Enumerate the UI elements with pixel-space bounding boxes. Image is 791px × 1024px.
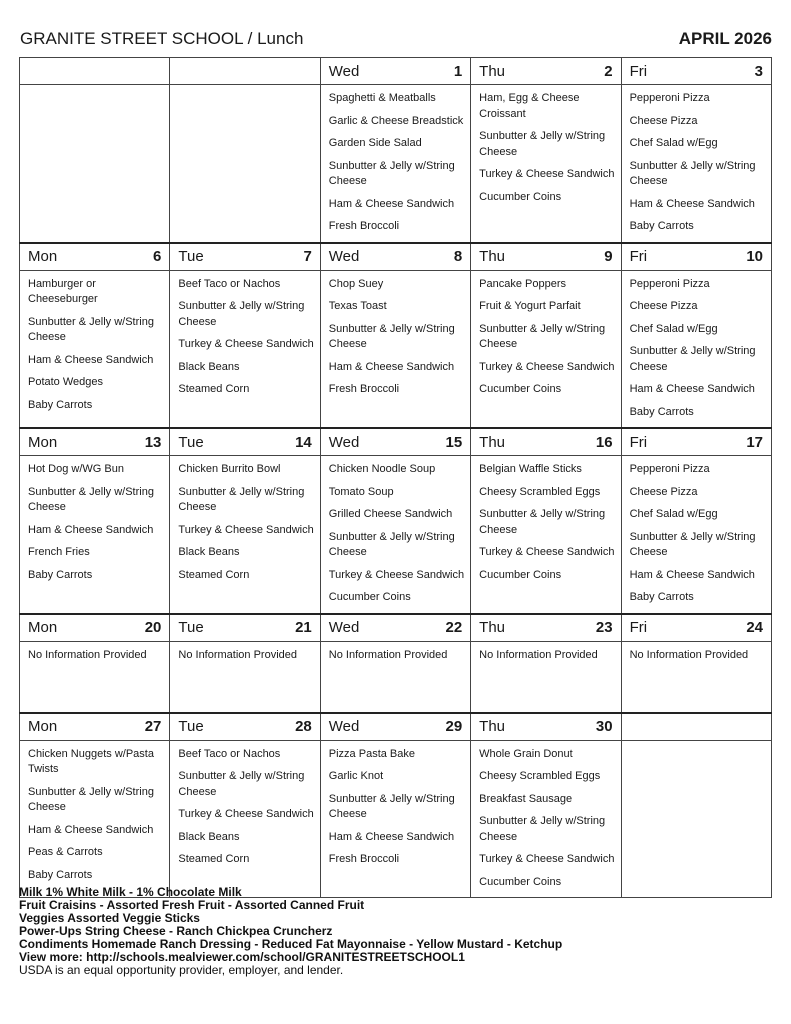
menu-item: Belgian Waffle Sticks	[479, 463, 582, 475]
menu-item: Sunbutter & Jelly w/String Cheese	[479, 130, 606, 158]
menu-items	[321, 85, 470, 235]
menu-item: Beef Taco or Nachos	[178, 277, 281, 290]
menu-item: Grilled Cheese Sandwich	[328, 508, 453, 520]
menu-item: Pizza Pasta Bake	[328, 747, 415, 760]
day-header	[321, 244, 470, 270]
day-header-cell	[20, 58, 170, 85]
menu-item: Fresh Broccoli	[328, 383, 400, 395]
day-header-cell	[471, 428, 621, 456]
day-number: 13	[144, 433, 162, 451]
menu-item: Chef Salad w/Egg	[629, 508, 718, 520]
day-header	[471, 244, 620, 270]
day-menu-cell	[621, 85, 771, 243]
day-menu-cell	[170, 740, 320, 898]
menu-item: Chicken Noodle Soup	[328, 463, 436, 475]
day-menu-cell	[20, 641, 170, 713]
day-header	[622, 615, 771, 641]
menu-item: Garden Side Salad	[328, 137, 422, 149]
day-name: Tue	[178, 433, 204, 451]
day-name: Fri	[629, 62, 648, 80]
menu-item: Ham & Cheese Sandwich	[629, 383, 755, 395]
menu-item: Sunbutter & Jelly w/String Cheese	[178, 300, 305, 328]
menu-items	[170, 642, 319, 664]
day-number: 23	[595, 619, 613, 636]
menu-item: Sunbutter & Jelly w/String Cheese	[479, 322, 606, 350]
day-name: Mon	[28, 433, 58, 451]
day-header	[170, 429, 319, 455]
day-header-cell	[320, 428, 470, 456]
menu-item: Baby Carrots	[629, 405, 694, 418]
menu-item: Beef Taco or Nachos	[178, 747, 281, 760]
day-number: 14	[295, 433, 312, 451]
day-header	[622, 429, 771, 455]
day-name: Wed	[328, 433, 360, 451]
menu-items	[321, 741, 470, 868]
menu-item: Sunbutter & Jelly w/String Cheese	[479, 815, 606, 843]
day-header-cell	[621, 428, 771, 456]
day-header-cell	[320, 243, 470, 271]
day-number: 7	[303, 248, 312, 265]
menu-item: Sunbutter & Jelly w/String Cheese	[328, 159, 455, 187]
day-menu-cell	[471, 85, 621, 243]
day-header-cell	[621, 713, 771, 741]
day-name: Fri	[629, 433, 648, 451]
week-menu-row	[20, 641, 772, 713]
day-header-cell	[170, 713, 320, 741]
footer-line: Milk 1% White Milk - 1% Chocolate Milk	[19, 885, 242, 899]
day-header	[321, 615, 470, 641]
menu-item: Ham & Cheese Sandwich	[28, 823, 154, 836]
menu-items	[321, 271, 470, 398]
day-header	[471, 615, 620, 641]
menu-items	[170, 271, 319, 398]
day-header	[321, 714, 470, 740]
menu-items	[20, 741, 169, 884]
month-label: APRIL 2026	[678, 29, 772, 48]
menu-item: Sunbutter & Jelly w/String Cheese	[28, 785, 154, 813]
menu-item: Turkey & Cheese Sandwich	[479, 853, 615, 865]
week-menu-row	[20, 456, 772, 614]
menu-item: Ham & Cheese Sandwich	[629, 197, 755, 210]
day-menu-cell	[170, 85, 320, 243]
menu-item: Turkey & Cheese Sandwich	[479, 168, 615, 180]
day-number: 8	[453, 248, 463, 265]
day-name: Thu	[479, 248, 506, 265]
menu-items	[471, 271, 620, 398]
menu-item: Ham & Cheese Sandwich	[629, 568, 755, 581]
menu-item: Cheese Pizza	[629, 114, 698, 127]
menu-item: Sunbutter & Jelly w/String Cheese	[629, 530, 756, 558]
menu-items	[170, 456, 319, 583]
day-menu-cell	[621, 740, 771, 898]
menu-item: Chicken Burrito Bowl	[178, 463, 281, 475]
menu-items	[622, 642, 771, 664]
menu-item: Ham & Cheese Sandwich	[28, 353, 154, 366]
menu-item: Steamed Corn	[178, 383, 250, 395]
day-header-cell	[471, 243, 621, 271]
menu-item: Steamed Corn	[178, 568, 250, 581]
day-name: Wed	[328, 248, 360, 265]
day-header	[321, 429, 470, 455]
day-header	[20, 714, 169, 740]
menu-item: Ham & Cheese Sandwich	[28, 523, 154, 536]
menu-item: Whole Grain Donut	[479, 747, 573, 760]
day-header	[170, 615, 319, 641]
menu-item: Cucumber Coins	[479, 875, 562, 888]
menu-item: Pepperoni Pizza	[629, 277, 710, 290]
week-header-row	[20, 428, 772, 456]
day-menu-cell	[20, 270, 170, 428]
day-menu-cell	[320, 456, 470, 614]
menu-items	[20, 456, 169, 583]
day-number: 24	[746, 619, 763, 636]
day-number: 17	[746, 433, 763, 451]
week-menu-row	[20, 270, 772, 428]
menu-item: Sunbutter & Jelly w/String Cheese	[328, 530, 455, 558]
day-menu-cell	[20, 740, 170, 898]
page-title: GRANITE STREET SCHOOL / Lunch	[20, 29, 304, 48]
week-header-row	[20, 243, 772, 271]
menu-item: Cucumber Coins	[328, 591, 411, 603]
menu-item: Cheese Pizza	[629, 300, 698, 312]
day-menu-cell	[471, 270, 621, 428]
menu-item: Spaghetti & Meatballs	[328, 92, 436, 104]
menu-item: Pancake Poppers	[479, 277, 567, 290]
menu-item: Sunbutter & Jelly w/String Cheese	[479, 508, 606, 536]
menu-item: Turkey & Cheese Sandwich	[479, 546, 615, 558]
menu-item: Sunbutter & Jelly w/String Cheese	[328, 322, 455, 350]
menu-item: Pepperoni Pizza	[629, 463, 710, 475]
day-number: 9	[604, 248, 613, 265]
menu-item: Texas Toast	[328, 300, 387, 312]
footer-line: USDA is an equal opportunity provider, employer, and lender.	[19, 963, 344, 977]
day-number: 2	[604, 62, 613, 80]
menu-items	[622, 85, 771, 235]
day-number: 21	[295, 619, 312, 636]
menu-item: No Information Provided	[28, 648, 147, 661]
footer-line: View more: http://schools.mealviewer.com/school/GRANITESTREETSCHOOL1	[19, 950, 465, 964]
menu-items	[622, 271, 771, 421]
day-menu-cell	[320, 740, 470, 898]
day-name: Tue	[178, 619, 204, 636]
day-number: 20	[144, 619, 162, 636]
day-header-cell	[170, 58, 320, 85]
menu-item: Chef Salad w/Egg	[629, 137, 718, 149]
menu-items	[20, 271, 169, 414]
day-header	[471, 429, 620, 455]
menu-item: No Information Provided	[479, 648, 598, 661]
day-header-cell	[621, 614, 771, 642]
menu-item: Sunbutter & Jelly w/String Cheese	[629, 159, 756, 187]
menu-items	[170, 741, 319, 868]
day-header-cell	[320, 614, 470, 642]
day-menu-cell	[621, 641, 771, 713]
day-header	[20, 615, 169, 641]
menu-items	[20, 642, 169, 664]
menu-item: Chop Suey	[328, 277, 384, 290]
day-header-cell	[621, 58, 771, 85]
day-header-cell	[621, 243, 771, 271]
day-number: 15	[445, 433, 463, 451]
day-number: 1	[453, 62, 463, 80]
menu-item: Sunbutter & Jelly w/String Cheese	[178, 770, 305, 798]
menu-items	[471, 85, 620, 205]
day-number: 6	[153, 248, 162, 265]
menu-item: Sunbutter & Jelly w/String Cheese	[28, 315, 154, 343]
menu-item: Sunbutter & Jelly w/String Cheese	[28, 485, 154, 513]
footer-line: Veggies Assorted Veggie Sticks	[19, 911, 200, 925]
menu-item: Turkey & Cheese Sandwich	[479, 360, 615, 373]
day-number: 29	[445, 718, 463, 735]
menu-item: No Information Provided	[328, 648, 448, 661]
day-name: Thu	[479, 619, 506, 636]
day-name: Mon	[28, 718, 58, 735]
menu-item: Potato Wedges	[28, 376, 104, 388]
menu-items	[471, 741, 620, 891]
day-header-cell	[170, 614, 320, 642]
day-name: Thu	[479, 62, 506, 80]
day-header-cell	[20, 243, 170, 271]
week-menu-row	[20, 740, 772, 898]
menu-item: Turkey & Cheese Sandwich	[178, 523, 314, 536]
footer-line: Condiments Homemade Ranch Dressing - Reduced Fat Mayonnaise - Yellow Mustard - Ketchup	[19, 937, 563, 951]
day-name: Thu	[479, 718, 506, 735]
day-header-cell	[20, 713, 170, 741]
day-header-cell	[320, 58, 470, 85]
day-header-cell	[471, 58, 621, 85]
footer-line: Fruit Craisins - Assorted Fresh Fruit - Assorted Canned Fruit	[19, 898, 365, 912]
menu-item: Peas & Carrots	[28, 846, 103, 858]
footer-line: Power-Ups String Cheese - Ranch Chickpea Cruncherz	[19, 924, 333, 938]
lunch-calendar	[19, 57, 772, 898]
day-header	[170, 244, 319, 270]
menu-item: Baby Carrots	[28, 398, 93, 411]
day-menu-cell	[471, 641, 621, 713]
menu-item: Baby Carrots	[629, 220, 694, 232]
menu-item: No Information Provided	[178, 648, 298, 661]
week-header-row	[20, 58, 772, 85]
day-menu-cell	[20, 456, 170, 614]
menu-item: Fresh Broccoli	[328, 220, 400, 232]
menu-item: Breakfast Sausage	[479, 792, 573, 805]
day-name: Tue	[178, 248, 204, 265]
day-name: Mon	[28, 619, 58, 636]
day-number: 16	[595, 433, 613, 451]
menu-items	[471, 456, 620, 583]
menu-items	[622, 456, 771, 606]
day-header	[622, 58, 771, 84]
menu-item: Sunbutter & Jelly w/String Cheese	[178, 485, 305, 513]
day-header-cell	[471, 713, 621, 741]
footer-notes	[19, 886, 562, 977]
day-header-cell	[20, 428, 170, 456]
day-header	[20, 244, 169, 270]
menu-item: Black Beans	[178, 546, 240, 558]
day-menu-cell	[170, 641, 320, 713]
menu-item: Baby Carrots	[28, 568, 93, 581]
day-header	[471, 58, 620, 84]
menu-item: Turkey & Cheese Sandwich	[328, 568, 465, 581]
menu-item: Sunbutter & Jelly w/String Cheese	[328, 792, 455, 820]
week-menu-row	[20, 85, 772, 243]
day-menu-cell	[320, 270, 470, 428]
day-number: 27	[144, 718, 162, 735]
menu-item: Turkey & Cheese Sandwich	[178, 808, 314, 820]
day-menu-cell	[621, 456, 771, 614]
menu-items	[321, 642, 470, 664]
day-header-cell	[170, 243, 320, 271]
menu-item: No Information Provided	[629, 648, 749, 661]
menu-item: Ham, Egg & Cheese Croissant	[479, 92, 580, 120]
day-number: 22	[445, 619, 463, 636]
week-header-row	[20, 713, 772, 741]
week-header-row	[20, 614, 772, 642]
day-header	[622, 244, 771, 270]
day-menu-cell	[170, 270, 320, 428]
menu-item: Turkey & Cheese Sandwich	[178, 338, 314, 350]
day-name: Mon	[28, 248, 58, 265]
day-name: Thu	[479, 433, 506, 451]
menu-item: Fruit & Yogurt Parfait	[479, 300, 581, 312]
day-name: Wed	[328, 718, 360, 735]
menu-item: Ham & Cheese Sandwich	[328, 830, 455, 843]
menu-item: Sunbutter & Jelly w/String Cheese	[629, 345, 756, 373]
menu-item: Steamed Corn	[178, 853, 250, 865]
day-header-cell	[20, 614, 170, 642]
day-header	[471, 714, 620, 740]
menu-item: Pepperoni Pizza	[629, 92, 710, 104]
day-menu-cell	[471, 456, 621, 614]
day-number: 10	[746, 248, 763, 265]
day-header-cell	[320, 713, 470, 741]
day-header	[170, 714, 319, 740]
menu-item: Garlic Knot	[328, 770, 384, 782]
day-number: 3	[754, 62, 763, 80]
day-name: Wed	[328, 62, 360, 80]
day-menu-cell	[320, 85, 470, 243]
menu-item: Black Beans	[178, 830, 240, 843]
day-menu-cell	[621, 270, 771, 428]
menu-item: Ham & Cheese Sandwich	[328, 360, 455, 373]
menu-item: Baby Carrots	[28, 868, 93, 881]
day-menu-cell	[170, 456, 320, 614]
day-name: Wed	[328, 619, 360, 636]
day-name: Fri	[629, 248, 648, 265]
day-name: Fri	[629, 619, 648, 636]
day-menu-cell	[320, 641, 470, 713]
day-menu-cell	[20, 85, 170, 243]
menu-item: Hamburger or Cheeseburger	[28, 277, 98, 305]
day-header	[321, 58, 470, 84]
menu-item: Garlic & Cheese Breadstick	[328, 114, 464, 127]
day-number: 30	[595, 718, 613, 735]
menu-item: Cucumber Coins	[479, 568, 562, 581]
menu-item: Chicken Nuggets w/Pasta Twists	[28, 747, 154, 775]
menu-item: Cheesy Scrambled Eggs	[479, 485, 601, 498]
menu-item: Chef Salad w/Egg	[629, 322, 718, 335]
day-number: 28	[295, 718, 312, 735]
menu-item: Cheesy Scrambled Eggs	[479, 770, 601, 782]
menu-item: Cucumber Coins	[479, 383, 562, 395]
day-menu-cell	[471, 740, 621, 898]
day-name: Tue	[178, 718, 204, 735]
menu-items	[321, 456, 470, 606]
day-header-cell	[471, 614, 621, 642]
menu-item: Cucumber Coins	[479, 190, 562, 203]
menu-item: French Fries	[28, 546, 90, 558]
day-header	[20, 429, 169, 455]
menu-item: Baby Carrots	[629, 591, 694, 603]
menu-item: Fresh Broccoli	[328, 853, 400, 865]
menu-item: Ham & Cheese Sandwich	[328, 197, 455, 210]
day-header-cell	[170, 428, 320, 456]
menu-item: Cheese Pizza	[629, 485, 698, 498]
menu-items	[471, 642, 620, 664]
menu-item: Black Beans	[178, 360, 240, 373]
menu-item: Tomato Soup	[328, 485, 394, 498]
menu-item: Hot Dog w/WG Bun	[28, 463, 124, 475]
